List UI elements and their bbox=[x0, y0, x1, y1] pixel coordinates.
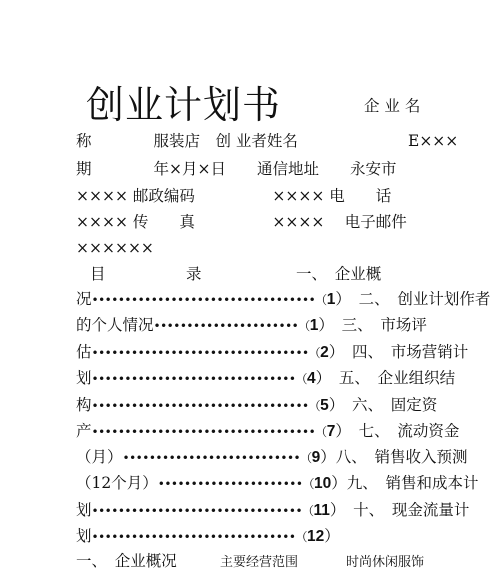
toc-row-post: ） bbox=[324, 527, 340, 545]
toc-row-page: 1 bbox=[309, 317, 319, 334]
info-line-3: ×××× 邮政编码 ×××× 电 话 bbox=[76, 187, 392, 205]
info-line-2: 期 年×月×日 通信地址 永安市 bbox=[76, 160, 397, 178]
toc-row-leader: •••••••••••••••••••••••••••••••（ bbox=[91, 372, 307, 386]
toc-row-post: ） 五、 企业组织结 bbox=[315, 369, 456, 387]
toc-row-pre: 估 bbox=[76, 343, 92, 361]
toc-row-page: 5 bbox=[320, 397, 329, 414]
toc-row-leader: ••••••••••••••••••••••••••••••••••（ bbox=[91, 425, 327, 439]
toc-row-leader: ••••••••••••••••••••••••••••••••••（ bbox=[91, 293, 327, 307]
toc-row-page: 7 bbox=[326, 423, 336, 440]
toc-row bbox=[76, 318, 427, 334]
company-name-label: 企 业 名 bbox=[364, 97, 421, 115]
toc-row-leader: ••••••••••••••••••••••（ bbox=[153, 319, 310, 333]
toc-row-page: 11 bbox=[313, 502, 330, 519]
toc-row-leader: ••••••••••••••••••••••（ bbox=[157, 477, 314, 491]
toc-row bbox=[76, 529, 340, 545]
toc-row-post: ） 二、 创业计划作者 bbox=[335, 290, 491, 308]
toc-row bbox=[76, 450, 468, 466]
toc-row-post: ）九、 销售和成本计 bbox=[331, 474, 479, 492]
toc-row-page: 10 bbox=[313, 475, 332, 492]
document-title: 创业计划书 bbox=[86, 83, 282, 127]
toc-row-pre: （月） bbox=[76, 448, 123, 466]
toc-row-pre: 产 bbox=[76, 422, 92, 440]
toc-row bbox=[76, 503, 469, 519]
toc-row-page: 12 bbox=[306, 528, 325, 545]
toc-row-pre: 的个人情况 bbox=[76, 316, 154, 334]
toc-row-pre: 划 bbox=[76, 527, 92, 545]
toc-row-leader: •••••••••••••••••••••••••••••••••（ bbox=[91, 346, 321, 360]
info-line-1: 称 服装店 创 业者姓名 bbox=[76, 132, 298, 150]
toc-row bbox=[76, 292, 490, 308]
toc-row-post: ） 四、 市场营销计 bbox=[328, 343, 469, 361]
toc-row-0-post: 一、 企业概 bbox=[296, 265, 382, 283]
toc-row-post: ） 七、 流动资金 bbox=[335, 422, 460, 440]
toc-row bbox=[76, 345, 468, 361]
toc-row-leader: ••••••••••••••••••••••••••••••••（ bbox=[91, 504, 314, 518]
toc-row bbox=[76, 476, 478, 492]
toc-row-leader: •••••••••••••••••••••••••••••••（ bbox=[91, 530, 307, 544]
toc-row-post: ） 十、 现金流量计 bbox=[329, 501, 470, 519]
toc-row-leader: •••••••••••••••••••••••••••••••••（ bbox=[91, 399, 321, 413]
toc-row-leader: •••••••••••••••••••••••••••（ bbox=[122, 451, 312, 465]
toc-row-page: 4 bbox=[306, 370, 316, 387]
toc-row-page: 9 bbox=[311, 449, 321, 466]
info-line-5: ×××××× bbox=[76, 239, 154, 257]
toc-row-pre: 况 bbox=[76, 290, 92, 308]
business-scope-value: 时尚休闲服饰 bbox=[346, 555, 425, 570]
info-line-4: ×××× 传 真 ×××× 电子邮件 bbox=[76, 213, 407, 231]
toc-row-pre: 划 bbox=[76, 369, 92, 387]
section-1-heading: 一、 企业概况 bbox=[76, 552, 177, 570]
toc-row-pre: （12个月） bbox=[76, 474, 158, 492]
toc-heading-lu: 录 bbox=[186, 265, 202, 283]
business-scope-label: 主要经营范围 bbox=[220, 555, 299, 570]
toc-row-pre: 构 bbox=[76, 396, 92, 414]
toc-heading-mu: 目 bbox=[90, 265, 106, 283]
toc-row-post: ） 六、 固定资 bbox=[328, 396, 438, 414]
toc-row-post: ）八、 销售收入预测 bbox=[320, 448, 468, 466]
toc-row-pre: 划 bbox=[76, 501, 92, 519]
toc-row-page: 2 bbox=[320, 344, 329, 361]
toc-row-page: 1 bbox=[326, 291, 336, 308]
info-line-1-tail: E××× bbox=[408, 132, 459, 150]
toc-row bbox=[76, 424, 459, 440]
toc-row bbox=[76, 371, 455, 387]
toc-row-post: ） 三、 市场评 bbox=[318, 316, 427, 334]
toc-row bbox=[76, 398, 437, 414]
